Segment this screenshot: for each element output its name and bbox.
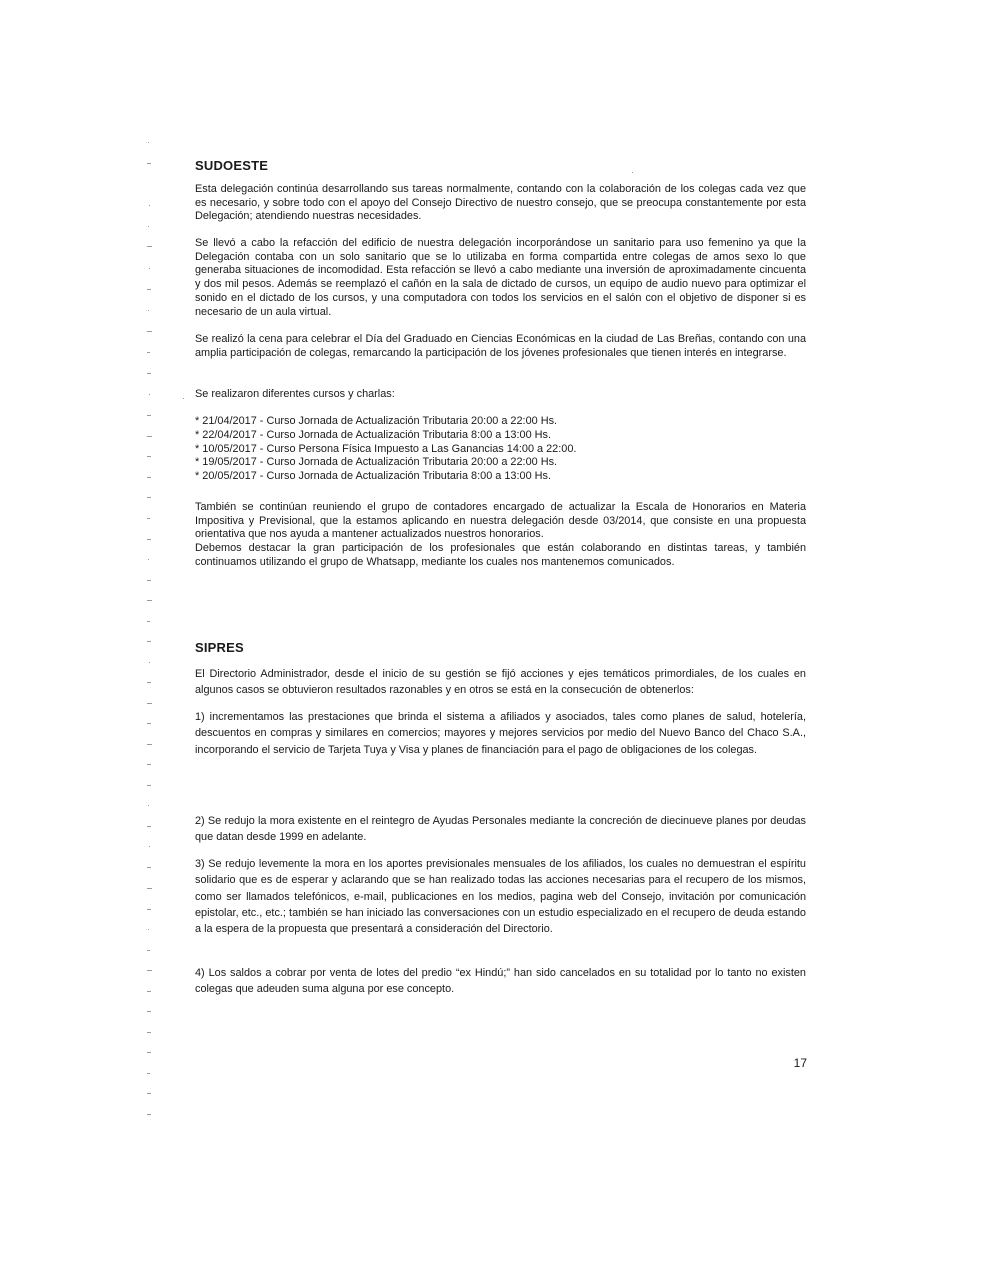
section-heading-sipres: SIPRES (195, 640, 244, 655)
sipres-item-4: 4) Los saldos a cobrar por venta de lotes del predio “ex Hindú;” han sido cancelados en su totalidad por lo tanto no existen colegas que adeuden suma alguna por ese concepto. (195, 967, 806, 996)
sipres-item-2: 2) Se redujo la mora existente en el reintegro de Ayudas Personales mediante la concreción de diecinueve planes por deudas que datan desde 1999 en adelante. (195, 815, 806, 844)
course-list (195, 415, 806, 484)
sudoeste-paragraph-3: Se realizó la cena para celebrar el Día del Graduado en Ciencias Económicas en la ciudad de Las Breñas, contando con una amplia participación de colegas, remarcando la participación de los jóvenes profesionales que tienen interés en integrarse. (195, 333, 806, 359)
section-heading-sudoeste: SUDOESTE (195, 158, 269, 173)
sipres-item-3: 3) Se redujo levemente la mora en los aportes previsionales mensuales de los afiliados, los cuales no demuestran el espíritu solidario que es de esperar y aclarando que se han realizado todas las acciones necesarias para el recupero de los mismos, como ser llamados telefónicos, e-mail, publicaciones en los medios, pagina web del Consejo, invitación por comunicación epistolar, etc., etc.; también se han iniciado las conversaciones con un estudio especializado en el recupero de deuda estando a la espera de la propuesta que presentará a consideración del Directorio. (195, 858, 806, 936)
list-item: * 10/05/2017 - Curso Persona Física Impuesto a Las Ganancias 14:00 a 22:00. (195, 442, 577, 455)
sudoeste-paragraph-4: Se realizaron diferentes cursos y charlas: (195, 388, 395, 400)
sudoeste-paragraph-2: Se llevó a cabo la refacción del edificio de nuestra delegación incorporándose un sanitario para uso femenino ya que la Delegación contaba con un solo sanitario que se lo utilizaba en forma compartida entre colegas de amos sexo lo que generaba situaciones de incomodidad. Esta refacción se llevó a cabo mediante una inversión de aproximadamente cincuenta y dos mil pesos. Además se reemplazó el cañón en la sala de dictado de cursos, un equipo de audio nuevo para optimizar el sonido en el dictado de los cursos, y una computadora con todos los servicios en el salón con el objetivo de disponer si es necesario de un aula virtual. (195, 237, 806, 318)
list-item: * 20/05/2017 - Curso Jornada de Actualización Tributaria 8:00 a 13:00 Hs. (195, 470, 551, 483)
page-number: 17 (793, 1056, 807, 1070)
sudoeste-paragraph-1: Esta delegación continúa desarrollando sus tareas normalmente, contando con la colaboración de los colegas cada vez que es necesario, y sobre todo con el apoyo del Consejo Directivo de nuestro consejo, que se preocupa constantemente por esta Delegación; atendiendo nuestras necesidades. (195, 183, 806, 223)
sudoeste-paragraph-6: Debemos destacar la gran participación de los profesionales que están colaborando en distintas tareas, y también continuamos utilizando el grupo de Whatsapp, mediante los cuales nos mantenemos comunicados. (195, 542, 806, 568)
sipres-intro: El Directorio Administrador, desde el inicio de su gestión se fijó acciones y ejes temáticos primordiales, de los cuales en algunos casos se obtuvieron resultados razonables y en otros se está en la consecución de obtenerlos: (195, 668, 806, 697)
sipres-item-1: 1) incrementamos las prestaciones que brinda el sistema a afiliados y asociados, tales como planes de salud, hotelería, descuentos en compras y similares en comercios; mayores y mejores servicios por medio del Nuevo Banco del Chaco S.A., incorporando el servicio de Tarjeta Tuya y Visa y planes de financiación para el pago de obligaciones de los colegas. (195, 711, 806, 756)
list-item: * 22/04/2017 - Curso Jornada de Actualización Tributaria 8:00 a 13:00 Hs. (195, 428, 551, 441)
list-item: * 19/05/2017 - Curso Jornada de Actualización Tributaria 20:00 a 22:00 Hs. (195, 456, 558, 469)
sudoeste-paragraph-5: También se continúan reuniendo el grupo de contadores encargado de actualizar la Escala de Honorarios en Materia Impositiva y Previsional, que la estamos aplicando en nuestra delegación desde 03/2014, que consiste en una propuesta orientativa que nos ayuda a mantener actualizados nuestros honorarios. (195, 501, 806, 541)
list-item: * 21/04/2017 - Curso Jornada de Actualización Tributaria 20:00 a 22:00 Hs. (195, 415, 558, 427)
